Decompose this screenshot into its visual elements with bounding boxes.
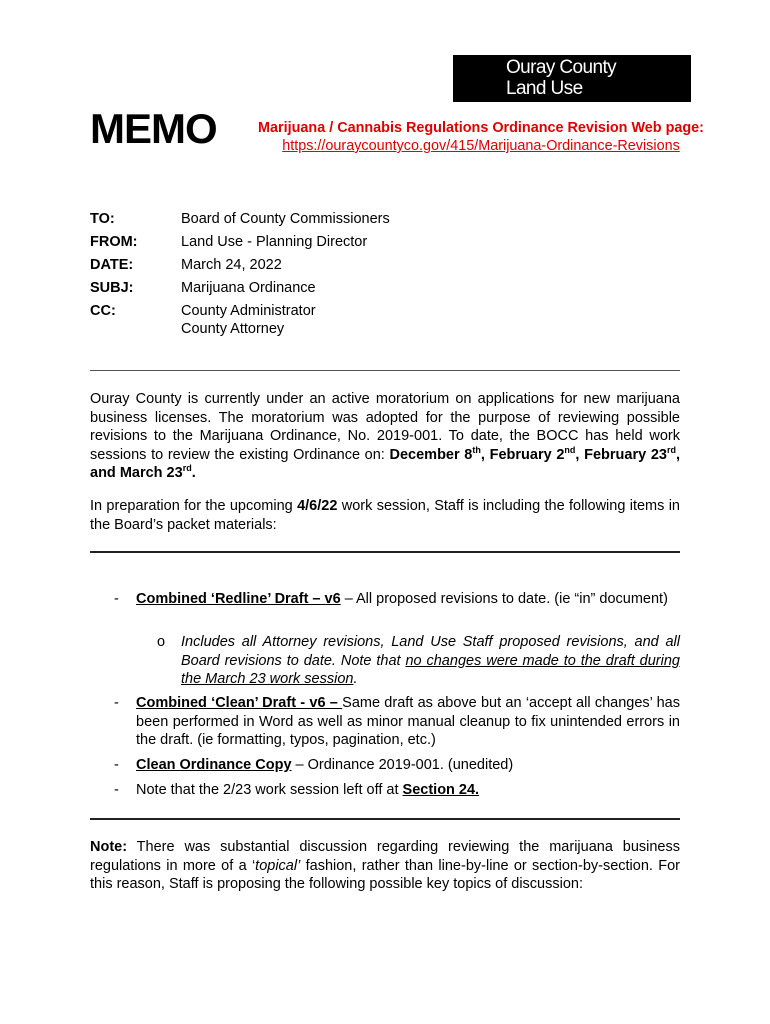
subj-label: SUBJ: [90, 280, 134, 296]
headline-url[interactable]: https://ouraycountyco.gov/415/Marijuana-Ordinance-Revisions [282, 138, 680, 154]
from-value: Land Use - Planning Director [181, 234, 368, 250]
note-label: Note: [90, 839, 128, 855]
work-session-date: 4/6/22 [297, 498, 338, 514]
no-changes-note: no changes were made to the draft during the March 23 work session [181, 652, 680, 688]
clean-ordinance-title: Clean Ordinance Copy [136, 757, 292, 773]
section-divider-top [90, 551, 680, 553]
headline-title: Marijuana / Cannabis Regulations Ordinance Revision Web page: [258, 120, 704, 136]
to-label: TO: [90, 211, 115, 227]
header-divider [90, 370, 680, 371]
banner-line-2: Land Use [506, 78, 583, 99]
note-paragraph: Note: There was substantial discussion regarding reviewing the marijuana business regulations in more of a ‘topical’ fashion, rather than line-by-line or section-by-section. For this reason, Staff is proposing the following possible key topics of discussion: [90, 839, 680, 893]
department-banner [453, 55, 691, 102]
date-label: DATE: [90, 257, 134, 273]
section-reference: Section 24. [402, 782, 480, 798]
banner-line-1: Ouray County [506, 57, 617, 78]
redline-draft-title: Combined ‘Redline’ Draft – v6 [136, 591, 341, 607]
cc-value-2: County Attorney [181, 321, 285, 337]
session-date-4: March 23rd [119, 463, 192, 482]
subj-value: Marijuana Ordinance [181, 280, 316, 296]
to-value: Board of County Commissioners [181, 211, 390, 227]
memo-title: MEMO [90, 105, 217, 152]
session-date-2: February 2nd [489, 444, 576, 463]
headline [246, 119, 716, 155]
section-divider-bottom [90, 818, 680, 820]
date-value: March 24, 2022 [181, 257, 282, 273]
cc-value-1: County Administrator [181, 303, 316, 319]
intro-paragraph: Ouray County is currently under an active moratorium on applications for new marijuana business licenses. The moratorium was adopted for the purpose of reviewing possible revisions to the Marijuana Ordinance, No. 2019-001. To date, the BOCC has held work sessions to review the existing Ordinance on: December 8th, February 2nd, February 23rd, and March 23rd. [90, 391, 681, 482]
intro-text: Ouray County is currently under an active moratorium on applications for new marijuana business licenses. The moratorium was adopted for the purpose of reviewing possible revisions to the Marijuana Ordinance, No. 2019-001. To date, the BOCC has held work sessions to review the existing Ordinance on: [90, 391, 680, 463]
from-label: FROM: [90, 234, 138, 250]
session-date-3: February 23rd [584, 444, 676, 463]
clean-draft-title: Combined ‘Clean’ Draft - v6 – [136, 695, 343, 711]
session-date-1: December 8th [389, 444, 481, 463]
preparation-paragraph: In preparation for the upcoming 4/6/22 work session, Staff is including the following items in the Board’s packet materials: [90, 498, 680, 533]
cc-label: CC: [90, 303, 116, 319]
